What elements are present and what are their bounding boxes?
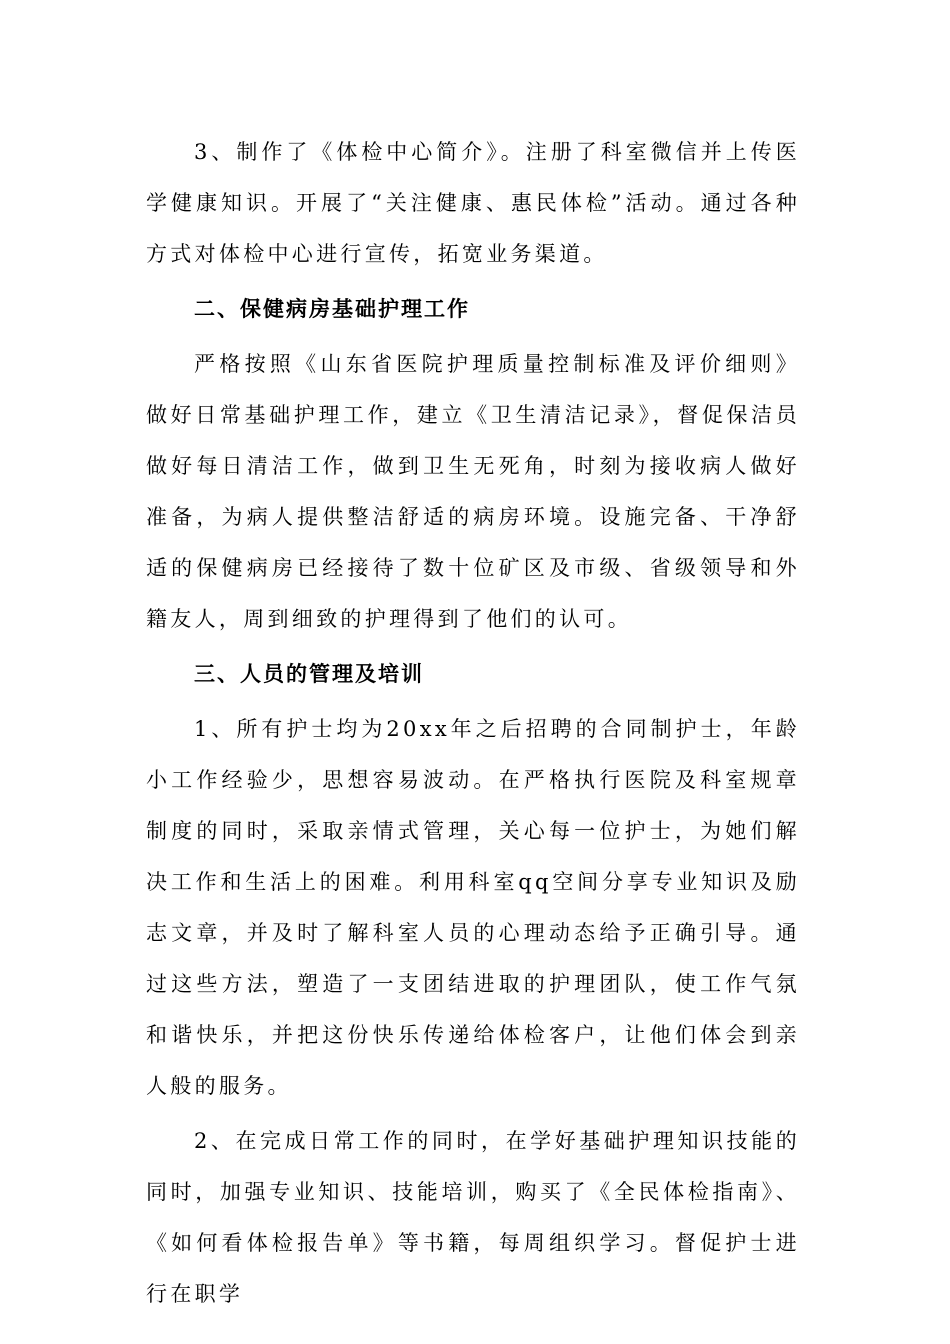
paragraph-ward-care: 严格按照《山东省医院护理质量控制标准及评价细则》做好日常基础护理工作，建立《卫生清洁记录》，督促保洁员做好每日清洁工作，做到卫生无死角，时刻为接收病人做好准备，为病人提供整洁舒适的病房环境。设施完备、干净舒适的保健病房已经接待了数十位矿区及市级、省级领导和外籍友人，周到细致的护理得到了他们的认可。	[146, 352, 800, 631]
paragraph-staff-management: 1、所有护士均为20xx年之后招聘的合同制护士，年龄小工作经验少，思想容易波动。在严格执行医院及科室规章制度的同时，采取亲情式管理，关心每一位护士，为她们解决工作和生活上的困难。利用科室qq空间分享专业知识及励志文章，并及时了解科室人员的心理动态给予正确引导。通过这些方法，塑造了一支团结进取的护理团队，使工作气氛和谐快乐，并把这份快乐传递给体检客户，让他们体会到亲人般的服务。	[146, 717, 800, 1098]
paragraph-promotion: 3、制作了《体检中心简介》。注册了科室微信并上传医学健康知识。开展了“关注健康、惠民体检”活动。通过各种方式对体检中心进行宣传，拓宽业务渠道。	[146, 140, 800, 266]
section-heading-staff-training: 三、人员的管理及培训	[194, 662, 424, 686]
section-heading-ward-care: 二、保健病房基础护理工作	[194, 297, 470, 321]
paragraph-training: 2、在完成日常工作的同时，在学好基础护理知识技能的同时，加强专业知识、技能培训，购买了《全民体检指南》、《如何看体检报告单》等书籍，每周组织学习。督促护士进行在职学	[146, 1129, 800, 1306]
